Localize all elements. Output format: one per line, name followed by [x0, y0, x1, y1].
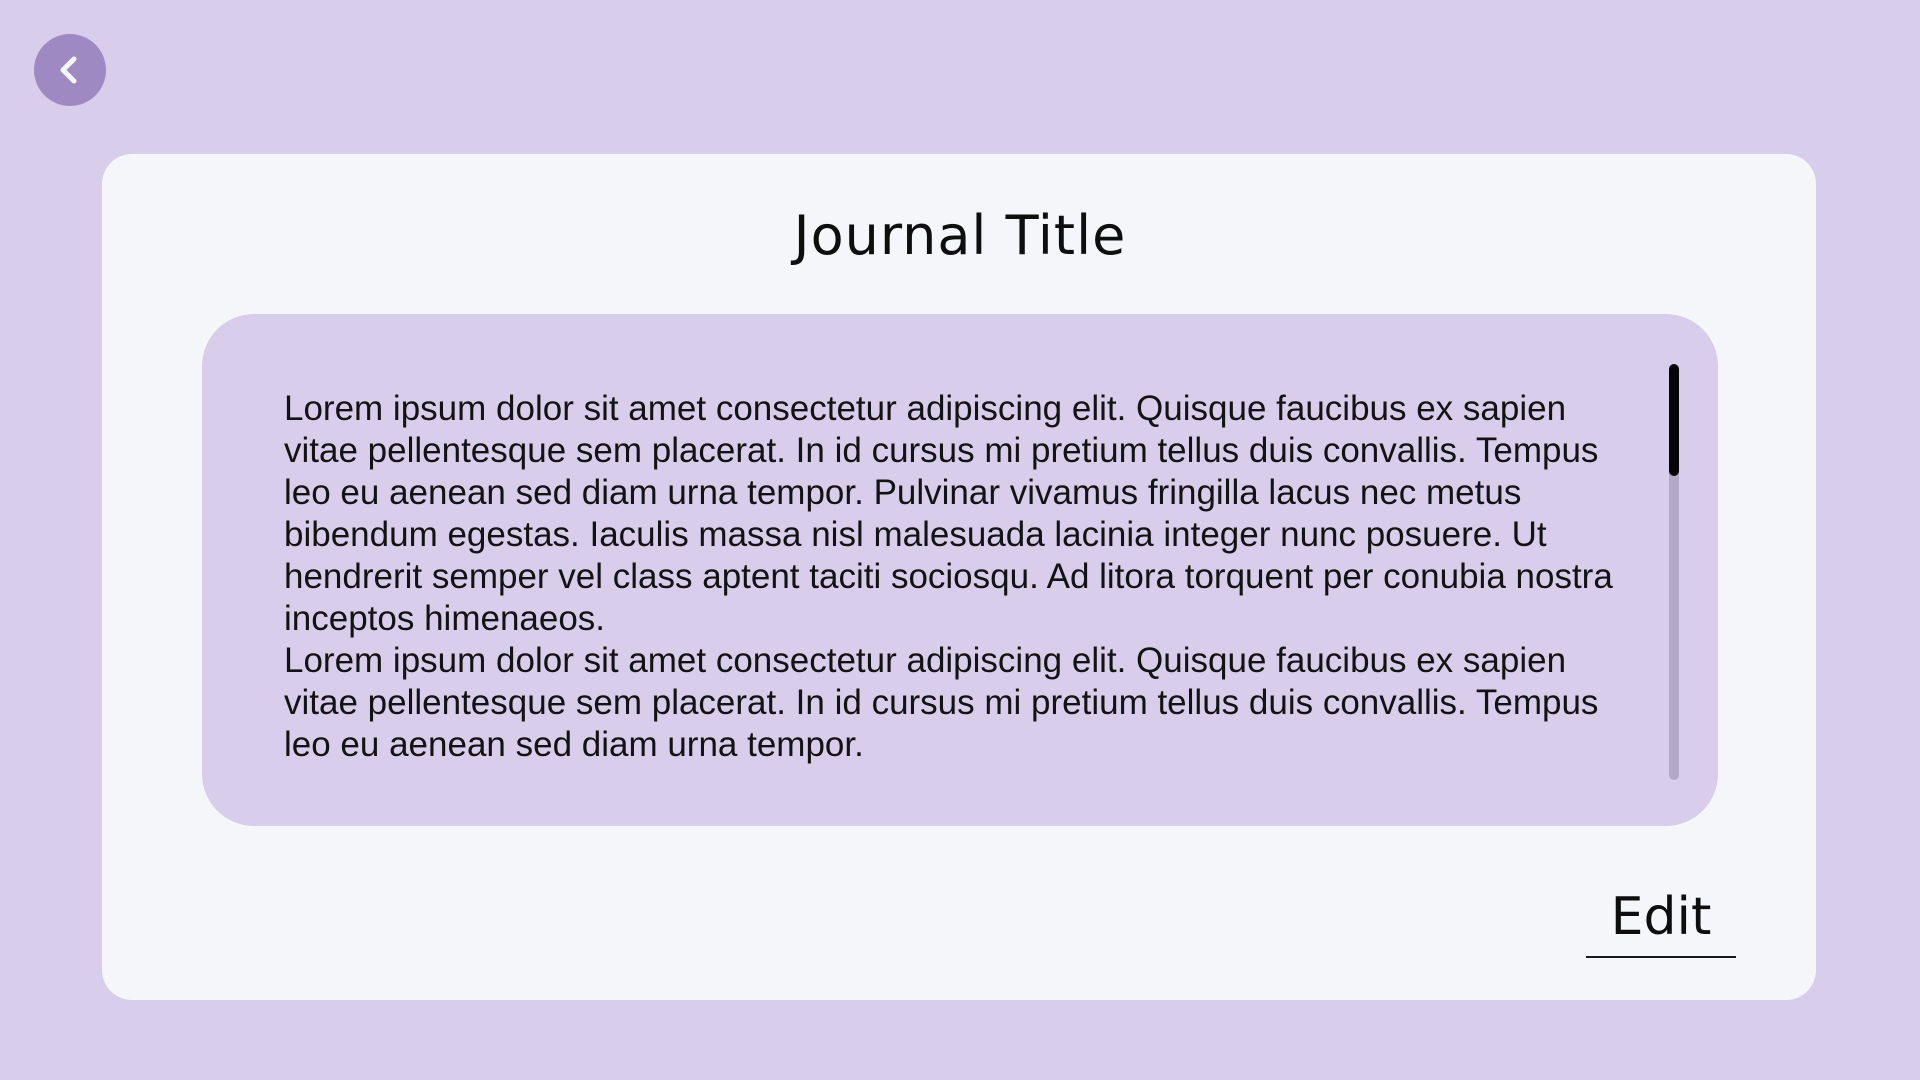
page-title: Journal Title [793, 204, 1127, 267]
entry-paragraph: Lorem ipsum dolor sit amet consectetur adipiscing elit. Quisque faucibus ex sapien vitae pellentesque sem placerat. In id cursus mi pretium tellus duis convallis. Tempus leo eu aenean sed diam urna tempor. [284, 641, 1599, 764]
journal-entry-text [284, 388, 1624, 766]
scrollbar-track[interactable] [1669, 364, 1679, 780]
chevron-left-icon [50, 50, 90, 90]
back-button[interactable] [34, 34, 106, 106]
journal-entry-box[interactable] [202, 314, 1718, 826]
scrollbar-thumb[interactable] [1669, 364, 1679, 476]
edit-button[interactable]: Edit [1586, 886, 1736, 958]
entry-paragraph: Lorem ipsum dolor sit amet consectetur adipiscing elit. Quisque faucibus ex sapien vitae pellentesque sem placerat. In id cursus mi pretium tellus duis convallis. Tempus leo eu aenean sed diam urna tempor. Pulvinar vivamus fringilla lacus nec metus bibendum egestas. Iaculis massa nisl malesuada lacinia integer nunc posuere. Ut hendrerit semper vel class aptent taciti sociosqu. Ad litora torquent per conubia nostra inceptos himenaeos. [284, 389, 1613, 638]
